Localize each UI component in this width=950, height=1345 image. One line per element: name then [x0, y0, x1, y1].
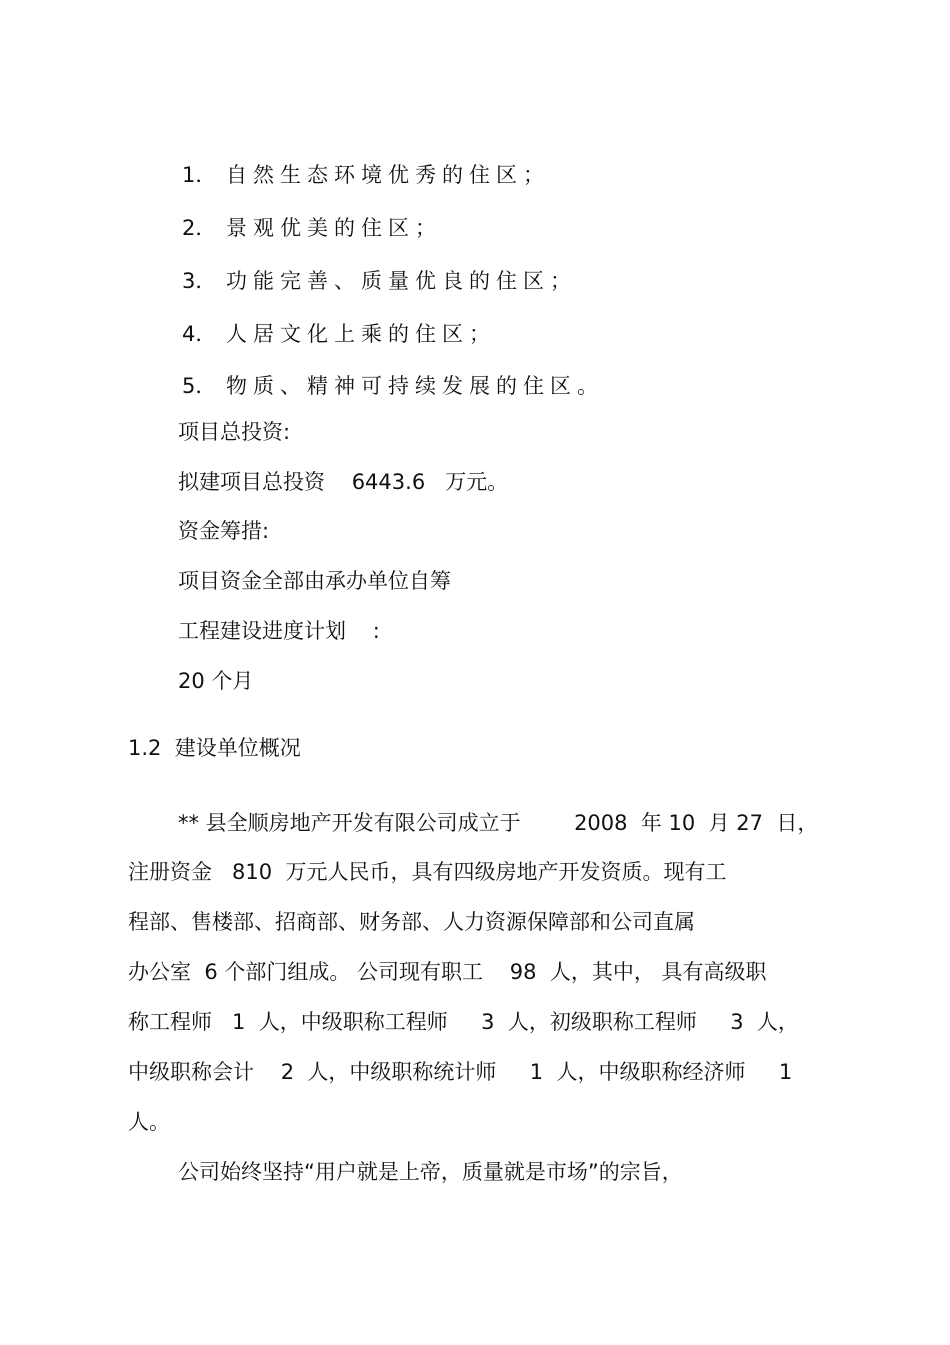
- schedule-heading: 工程建设进度计划 :: [178, 619, 380, 643]
- goal-item-1: [182, 160, 550, 190]
- section-title: 1.2 建设单位概况: [128, 736, 301, 760]
- paragraph-line: 办公室 6 个部门组成。 公司现有职工 98 人，其中， 具有高级职: [128, 960, 767, 984]
- goal-item-2: [182, 213, 442, 243]
- goal-text: 景观优美的住区；: [226, 216, 442, 240]
- goal-item-5: [182, 371, 604, 401]
- paragraph-line: 人。: [128, 1110, 170, 1134]
- investment-heading: 项目总投资:: [178, 420, 291, 444]
- goal-item-3: [182, 266, 577, 296]
- paragraph-line: 程部、售楼部、招商部、财务部、人力资源保障部和公司直属: [128, 910, 695, 934]
- goal-text: 物质、精神可持续发展的住区。: [226, 374, 604, 398]
- schedule-text: 20 个月: [178, 669, 254, 693]
- funding-heading: 资金筹措:: [178, 519, 270, 543]
- goal-text: 自然生态环境优秀的住区；: [226, 163, 550, 187]
- goal-number: 1．: [182, 163, 217, 187]
- paragraph-line: 注册资金 810 万元人民币，具有四级房地产开发资质。现有工: [128, 860, 727, 884]
- paragraph-line: 中级职称会计 2 人，中级职称统计师 1 人，中级职称经济师 1: [128, 1060, 793, 1084]
- goal-number: 4．: [182, 322, 217, 346]
- investment-text: 拟建项目总投资 6443.6 万元。: [178, 470, 509, 494]
- goal-number: 5．: [182, 374, 217, 398]
- goal-item-4: [182, 319, 496, 349]
- goal-text: 功能完善、质量优良的住区；: [226, 269, 577, 293]
- paragraph-line: ** 县全顺房地产开发有限公司成立于 2008 年 10 月 27 日，: [178, 811, 819, 835]
- goal-number: 3．: [182, 269, 217, 293]
- funding-text: 项目资金全部由承办单位自筹: [178, 569, 451, 593]
- paragraph-line: 称工程师 1 人，中级职称工程师 3 人，初级职称工程师 3 人，: [128, 1010, 799, 1034]
- paragraph-line: 公司始终坚持“用户就是上帝，质量就是市场”的宗旨，: [178, 1160, 683, 1184]
- goal-number: 2．: [182, 216, 217, 240]
- goal-text: 人居文化上乘的住区；: [226, 322, 496, 346]
